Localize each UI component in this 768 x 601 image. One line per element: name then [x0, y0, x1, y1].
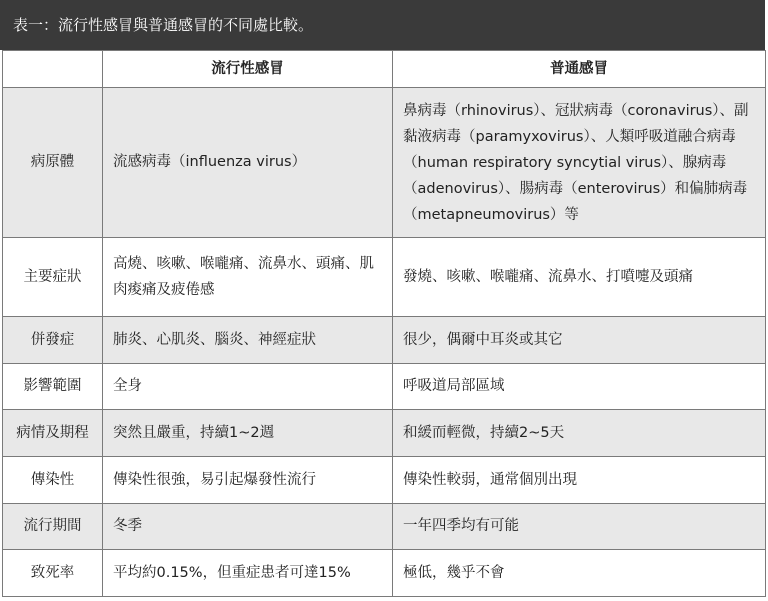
- header-cold: 普通感冒: [393, 51, 766, 88]
- flu-cell: 流感病毒（influenza virus）: [103, 88, 393, 238]
- table-row: [3, 317, 766, 364]
- row-label: 病原體: [3, 88, 103, 238]
- table-row: [3, 88, 766, 238]
- table-row: [3, 238, 766, 317]
- row-label: 流行期間: [3, 504, 103, 550]
- header-row: [3, 51, 766, 88]
- comparison-table: [2, 50, 766, 597]
- table-row: [3, 457, 766, 504]
- row-label: 主要症狀: [3, 238, 103, 317]
- header-flu: 流行性感冒: [103, 51, 393, 88]
- row-label: 併發症: [3, 317, 103, 364]
- cold-cell: 和緩而輕微，持續2~5天: [393, 410, 766, 457]
- flu-cell: 傳染性很強，易引起爆發性流行: [103, 457, 393, 504]
- table-row: [3, 504, 766, 550]
- cold-cell: 很少，偶爾中耳炎或其它: [393, 317, 766, 364]
- cold-cell: 發燒、咳嗽、喉嚨痛、流鼻水、打噴嚏及頭痛: [393, 238, 766, 317]
- table-row: [3, 550, 766, 597]
- cold-cell: 傳染性較弱，通常個別出現: [393, 457, 766, 504]
- flu-cell: 平均約0.15%，但重症患者可達15%: [103, 550, 393, 597]
- flu-cell: 高燒、咳嗽、喉嚨痛、流鼻水、頭痛、肌肉痠痛及疲倦感: [103, 238, 393, 317]
- flu-cell: 肺炎、心肌炎、腦炎、神經症狀: [103, 317, 393, 364]
- flu-cell: 全身: [103, 364, 393, 410]
- flu-cell: 突然且嚴重，持續1~2週: [103, 410, 393, 457]
- table-title: 表一：流行性感冒與普通感冒的不同處比較。: [0, 0, 765, 50]
- row-label: 病情及期程: [3, 410, 103, 457]
- cold-cell: 鼻病毒（rhinovirus）、冠狀病毒（coronavirus）、副黏液病毒（paramyxovirus）、人類呼吸道融合病毒（human respiratory syncytial virus）、腺病毒（adenovirus）、腸病毒（enterovirus）和偏肺病毒（metapneumovirus）等: [393, 88, 766, 238]
- table-row: [3, 410, 766, 457]
- cold-cell: 一年四季均有可能: [393, 504, 766, 550]
- cold-cell: 呼吸道局部區域: [393, 364, 766, 410]
- table-row: [3, 364, 766, 410]
- row-label: 影響範圍: [3, 364, 103, 410]
- header-empty-cell: [3, 51, 103, 88]
- cold-cell: 極低，幾乎不會: [393, 550, 766, 597]
- row-label: 傳染性: [3, 457, 103, 504]
- row-label: 致死率: [3, 550, 103, 597]
- flu-cell: 冬季: [103, 504, 393, 550]
